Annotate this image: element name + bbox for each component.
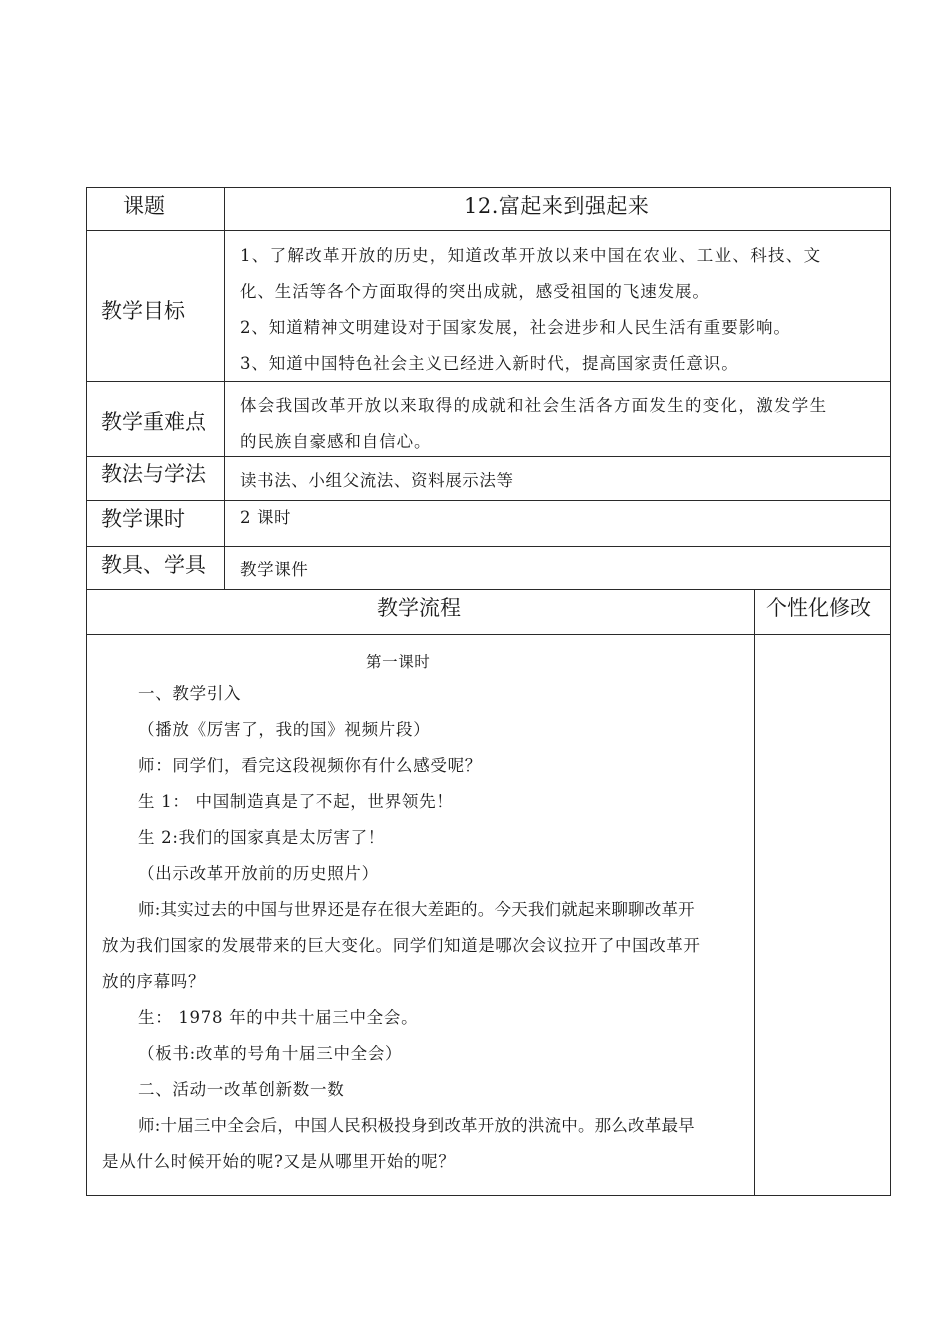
lesson-line: （板书:改革的号角十届三中全会） <box>138 1044 403 1063</box>
lesson-line: 师：同学们，看完这段视频你有什么感受呢？ <box>138 756 482 775</box>
methods-value: 读书法、小组父流法、资料展示法等 <box>240 471 514 490</box>
table-border <box>86 589 891 590</box>
tools-label: 教具、学具 <box>101 553 206 577</box>
table-border <box>86 230 891 231</box>
table-border <box>86 1195 891 1196</box>
lesson-line: 生 1： 中国制造真是了不起，世界领先！ <box>138 792 454 811</box>
lesson-title: 第一课时 <box>366 653 431 671</box>
lesson-line: 生 2:我们的国家真是太厉害了！ <box>138 828 386 847</box>
periods-label: 教学课时 <box>101 507 185 531</box>
lesson-body <box>102 676 747 1180</box>
table-border <box>754 589 755 1196</box>
table-border <box>86 546 891 547</box>
table-border <box>86 500 891 501</box>
objective-line: 1、了解改革开放的历史，知道改革开放以来中国在农业、工业、科技、文 <box>240 246 822 265</box>
table-border <box>86 187 87 1196</box>
lesson-line: 是从什么时候开始的呢?又是从哪里开始的呢？ <box>102 1152 456 1171</box>
lesson-line: 放的序幕吗？ <box>102 972 206 991</box>
lesson-line: 生： 1978 年的中共十届三中全会。 <box>138 1008 419 1027</box>
topic-label: 课题 <box>123 194 165 218</box>
objective-line: 3、知道中国特色社会主义已经进入新时代，提高国家责任意识。 <box>240 354 739 373</box>
topic-title: 12.富起来到强起来 <box>464 194 650 218</box>
lesson-line: （出示改革开放前的历史照片） <box>138 864 379 883</box>
table-border <box>224 187 225 590</box>
key-point-line: 的民族自豪感和自信心。 <box>240 432 432 451</box>
table-border <box>86 634 891 635</box>
objectives-text <box>240 238 880 382</box>
tools-value: 教学课件 <box>240 560 309 579</box>
lesson-line: 放为我们国家的发展带来的巨大变化。同学们知道是哪次会议拉开了中国改革开 <box>102 936 701 955</box>
table-border <box>86 187 891 188</box>
table-border <box>890 187 891 1196</box>
methods-label: 教法与学法 <box>101 462 206 486</box>
side-title: 个性化修改 <box>766 596 871 620</box>
lesson-line: （播放《厉害了，我的国》视频片段） <box>138 720 431 739</box>
key-points-text <box>240 388 880 460</box>
objective-line: 化、生活等各个方面取得的突出成就，感受祖国的飞速发展。 <box>240 282 710 301</box>
objectives-label: 教学目标 <box>101 299 185 323</box>
objective-line: 2、知道精神文明建设对于国家发展，社会进步和人民生活有重要影响。 <box>240 318 791 337</box>
lesson-line: 一、教学引入 <box>138 684 242 703</box>
lesson-line: 师:其实过去的中国与世界还是存在很大差距的。今天我们就起来聊聊改革开 <box>138 900 695 919</box>
lesson-line: 师:十届三中全会后，中国人民积极投身到改革开放的洪流中。那么改革最早 <box>138 1116 695 1135</box>
flow-title: 教学流程 <box>377 596 461 620</box>
periods-value: 2 课时 <box>240 508 292 527</box>
key-point-line: 体会我国改革开放以来取得的成就和社会生活各方面发生的变化，激发学生 <box>240 396 828 415</box>
key-points-label: 教学重难点 <box>101 410 206 434</box>
lesson-line: 二、活动一改革创新数一数 <box>138 1080 345 1099</box>
